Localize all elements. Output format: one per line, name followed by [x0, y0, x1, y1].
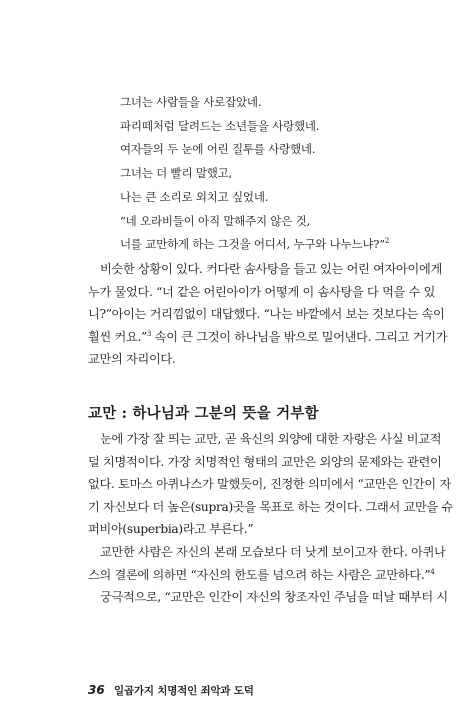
- poem-line-last: [120, 233, 420, 257]
- text-line: 퍼비아(superbia)라고 부른다.”: [88, 522, 254, 537]
- text-fragment: 속이 큰 그것이 하나님을 밖으로 밀어낸다. 그리고 거기가: [151, 329, 448, 344]
- text-line: 비슷한 상황이 있다. 커다란 솜사탕을 들고 있는 어린 여자아이에게: [100, 262, 442, 276]
- paragraph-ultimately: [88, 586, 448, 609]
- poem-line-text: 너를 교만하게 하는 그것을 어디서, 누구와 나누느냐?”: [120, 237, 385, 252]
- text-line-with-note: [88, 326, 448, 349]
- poem-line: 나는 큰 소리로 외치고 싶었네.: [120, 189, 269, 204]
- paragraph-cotton-candy: [88, 258, 448, 371]
- text-line: 없다. 토마스 아퀴나스가 말했듯이, 진정한 의미에서 “교만은 인간이 자: [88, 477, 451, 492]
- paragraph-proud-person: [88, 541, 446, 586]
- footnote-marker: 4: [430, 567, 435, 576]
- poem-block: [120, 91, 420, 257]
- footnote-marker: 2: [384, 237, 390, 246]
- poem-line: “네 오라비들이 아직 말해주지 않은 것,: [120, 213, 311, 228]
- text-line: 니?”아이는 거리낌없이 대답했다. “나는 바깥에서 보는 것보다는 속이: [88, 307, 445, 322]
- text-line: 교만한 사람은 자신의 본래 모습보다 더 낫게 보이고자 한다. 아퀴나: [100, 545, 446, 559]
- text-line-with-note: [88, 564, 435, 587]
- text-fragment: 훨씬 커요.”: [88, 329, 147, 344]
- page-number: 36: [88, 683, 105, 697]
- text-line: 눈에 가장 잘 띄는 교만, 곧 육신의 외양에 대한 자랑은 사실 비교적: [100, 432, 442, 446]
- text-fragment: 스의 결론에 의하면 “자신의 한도를 넘으려 하는 사람은 교만하다.”: [88, 567, 431, 582]
- text-line: 덜 치명적이다. 가장 치명적인 형태의 교만은 외양의 문제와는 관련이: [88, 454, 442, 469]
- poem-line: 그녀는 사람들을 사로잡았네.: [120, 95, 262, 109]
- poem-line: 파리떼처럼 달려드는 소년들을 사랑했네.: [120, 118, 320, 133]
- page-footer: [88, 683, 254, 698]
- poem-line: 여자들의 두 눈에 어린 질투를 사랑했네.: [120, 142, 316, 157]
- text-line: 교만의 자리이다.: [88, 352, 176, 367]
- running-title: 일곱가지 치명적인 죄악과 도덕: [114, 685, 254, 697]
- paragraph-aquinas: [88, 428, 453, 541]
- footnote-marker: 3: [146, 329, 152, 338]
- poem-line: 그녀는 더 빨리 말했고,: [120, 166, 233, 181]
- section-heading: 교만 : 하나님과 그분의 뜻을 거부함: [88, 405, 319, 422]
- text-line: 기 자신보다 더 높은(supra)곳을 목표로 하는 것이다. 그래서 교만을 슈: [88, 499, 453, 514]
- text-line: 궁극적으로, “교만은 인간이 자신의 창조자인 주님을 떠날 때부터 시: [100, 590, 448, 604]
- text-line: 누가 물었다. “너 같은 어린아이가 어떻게 이 솜사탕을 다 먹을 수 있: [88, 284, 436, 299]
